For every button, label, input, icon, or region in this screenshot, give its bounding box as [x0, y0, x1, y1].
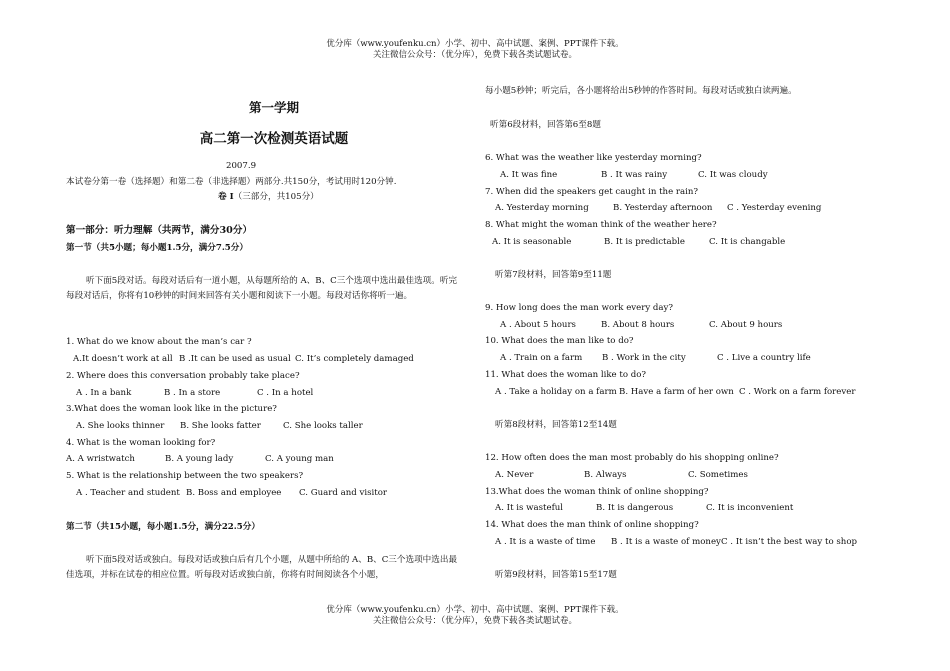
option-a[interactable]: A. Yesterday morning — [495, 203, 589, 213]
option-c[interactable]: C. It’s completely damaged — [295, 354, 414, 364]
exam-title: 高二第一次检测英语试题 — [199, 131, 349, 147]
option-b[interactable]: B . It was rainy — [601, 170, 668, 180]
section2-title: 第二节（共15小题，每小题1.5分，满分22.5分） — [66, 522, 260, 532]
option-c[interactable]: C. Sometimes — [688, 470, 748, 480]
page-footer — [0, 605, 950, 627]
question-14: 14. What does the man think of online shopping? — [485, 520, 699, 530]
question-11: 11. What does the woman like to do? — [485, 370, 647, 380]
volume-heading — [218, 192, 319, 203]
option-c[interactable]: C. About 9 hours — [709, 320, 783, 330]
question-4: 4. What is the woman looking for? — [66, 438, 216, 448]
page-header — [0, 39, 950, 61]
option-a[interactable]: A. A wristwatch — [66, 454, 135, 464]
option-a[interactable]: A . In a bank — [76, 388, 132, 398]
option-b[interactable]: B . It is a waste of money — [611, 537, 721, 547]
option-c[interactable]: C. It is inconvenient — [706, 503, 794, 513]
question-1: 1. What do we know about the man’s car ? — [66, 337, 252, 347]
option-b[interactable]: B. About 8 hours — [601, 320, 675, 330]
option-c[interactable]: C . Yesterday evening — [727, 203, 822, 213]
group-label-9-11: 听第7段材料，回答第9至11题 — [495, 270, 612, 280]
option-c[interactable]: C . Live a country life — [717, 353, 811, 363]
footer-line-2: 关注微信公众号：（优分库），免费下载各类试题试卷。 — [372, 616, 577, 626]
semester-title: 第一学期 — [248, 100, 299, 115]
option-a[interactable]: A . Teacher and student — [76, 488, 180, 498]
instructions-continuation: 每小题5秒钟；听完后，各小题将给出5秒钟的作答时间。每段对话或独白读两遍。 — [485, 86, 797, 96]
group-label-15-17: 听第9段材料，回答第15至17题 — [495, 570, 617, 580]
option-a[interactable]: A. It is wasteful — [495, 503, 564, 513]
footer-line-1: 优分库（www.youfenku.cn）小学、初中、高中试题、案例、PPT课件下载。 — [326, 605, 624, 615]
question-13: 13.What does the woman think of online shopping? — [485, 487, 709, 497]
option-b[interactable]: B. It is predictable — [604, 237, 685, 247]
option-b[interactable]: B. Always — [584, 470, 627, 480]
option-a[interactable]: A. She looks thinner — [76, 421, 165, 431]
option-c[interactable]: C. She looks taller — [283, 421, 363, 431]
question-5: 5. What is the relationship between the two speakers? — [66, 471, 304, 481]
volume-label: 卷 I — [218, 192, 234, 202]
option-a[interactable]: A.It doesn’t work at all — [73, 354, 173, 364]
option-a[interactable]: A. Never — [495, 470, 534, 480]
question-8: 8. What might the woman think of the weather here? — [485, 220, 717, 230]
option-c[interactable]: C. A young man — [265, 454, 334, 464]
section1-instructions: 听下面5段对话。每段对话后有一道小题，从每题所给的 A、B、C三个选项中选出最佳选项。听完每段对话后，你将有10秒钟的时间来回答有关小题和阅读下一小题。每段对话你将听一遍。 — [66, 276, 458, 301]
section2-instructions: 听下面5段对话或独白。每段对话或独白后有几个小题，从题中所给的 A、B、C三个选项中选出最佳选项，并标在试卷的相应位置。听每段对话或独白前，你将有时间阅读各个小题， — [66, 555, 458, 580]
volume-note: （三部分，共105分） — [233, 192, 319, 202]
option-c[interactable]: C . It isn’t the best way to shop — [721, 537, 857, 547]
question-9: 9. How long does the man work every day? — [485, 303, 674, 313]
question-6: 6. What was the weather like yesterday morning? — [485, 153, 702, 163]
option-a[interactable]: A . Train on a farm — [500, 353, 583, 363]
question-7: 7. When did the speakers get caught in the rain? — [485, 187, 699, 197]
exam-date: 2007.9 — [226, 161, 257, 171]
question-3: 3.What does the woman look like in the picture? — [66, 404, 277, 414]
option-b[interactable]: B. It is dangerous — [596, 503, 674, 513]
part1-title: 第一部分：听力理解（共两节，满分30分） — [66, 225, 253, 236]
option-b[interactable]: B. She looks fatter — [180, 421, 261, 431]
option-b[interactable]: B. Boss and employee — [186, 488, 282, 498]
exam-intro: 本试卷分第一卷（选择题）和第二卷（非选择题）两部分.共150分，考试用时120分钟. — [66, 177, 397, 187]
option-a[interactable]: A . About 5 hours — [500, 320, 576, 330]
option-c[interactable]: C . In a hotel — [257, 388, 314, 398]
group-label-12-14: 听第8段材料，回答第12至14题 — [495, 420, 617, 430]
option-c[interactable]: C. It is changable — [709, 237, 786, 247]
option-b[interactable]: B. Have a farm of her own — [619, 387, 734, 397]
option-c[interactable]: C. It was cloudy — [698, 170, 768, 180]
option-a[interactable]: A . It is a waste of time — [495, 537, 596, 547]
option-b[interactable]: B. A young lady — [165, 454, 234, 464]
option-a[interactable]: A . Take a holiday on a farm — [495, 387, 617, 397]
option-b[interactable]: B . Work in the city — [602, 353, 686, 363]
header-line-2: 关注微信公众号：（优分库），免费下载各类试题试卷。 — [372, 50, 577, 60]
group-label-6-8: 听第6段材料，回答第6至8题 — [490, 120, 601, 130]
question-12: 12. How often does the man most probably do his shopping online? — [485, 453, 779, 463]
header-line-1: 优分库（www.youfenku.cn）小学、初中、高中试题、案例、PPT课件下载。 — [326, 39, 624, 49]
section1-title: 第一节（共5小题；每小题1.5分，满分7.5分） — [66, 243, 248, 253]
option-c[interactable]: C. Guard and visitor — [299, 488, 387, 498]
option-a[interactable]: A. It was fine — [500, 170, 558, 180]
question-2: 2. Where does this conversation probably take place? — [66, 371, 300, 381]
option-b[interactable]: B. Yesterday afternoon — [613, 203, 713, 213]
option-c[interactable]: C . Work on a farm forever — [739, 387, 856, 397]
option-a[interactable]: A. It is seasonable — [492, 237, 572, 247]
option-b[interactable]: B . In a store — [164, 388, 221, 398]
question-10: 10. What does the man like to do? — [485, 336, 634, 346]
option-b[interactable]: B .It can be used as usual — [179, 354, 291, 364]
